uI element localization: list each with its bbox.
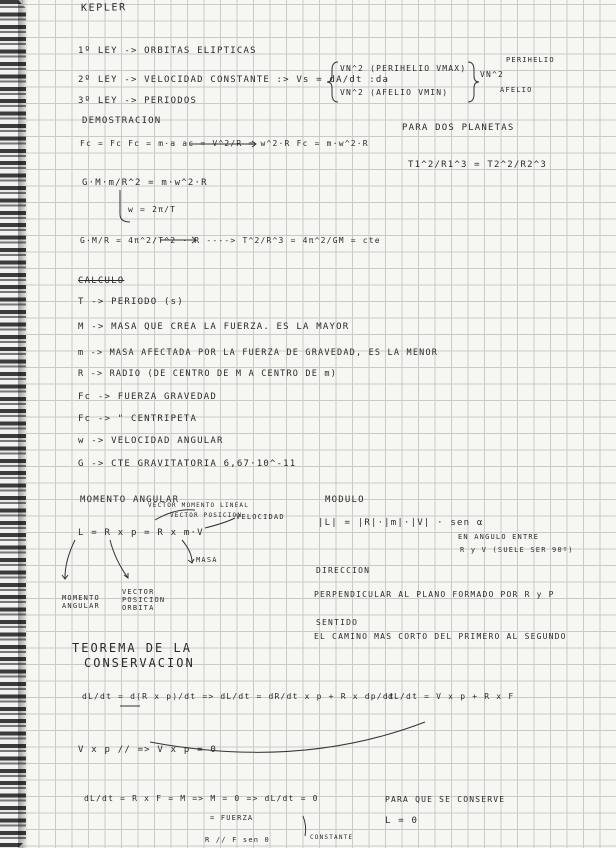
def-radio: R -> RADIO (DE CENTRO DE M A CENTRO DE m) (78, 369, 338, 379)
momento-eq: L = R x p = R x m·V (78, 528, 204, 538)
para-dos-eq: T1^2/R1^3 = T2^2/R2^3 (408, 160, 547, 170)
def-cte-gravitatoria: G -> CTE GRAVITATORIA 6,67·10^-11 (78, 459, 297, 469)
def-fuerza-centripeta: Fc -> " CENTRIPETA (78, 414, 198, 424)
demo-title: DEMOSTRACION (82, 116, 162, 126)
law-1: 1º LEY -> ORBITAS ELIPTICAS (78, 46, 257, 56)
teorema-eq3: dL/dt = R x F = M => M = 0 => dL/dt = 0 (84, 794, 319, 803)
def-periodo: T -> PERIODO (s) (78, 297, 184, 307)
teorema-eq2: V x p // => V x p = 0 (78, 745, 217, 755)
sentido-title: SENTIDO (316, 618, 359, 627)
bottom-fuerza: = FUERZA (210, 814, 254, 822)
teorema-result: L = 0 (385, 816, 419, 826)
def-masa-menor: m -> MASA AFECTADA POR LA FUERZA DE GRAVEDAD, ES LA MENOR (78, 348, 439, 358)
momento-title: MOMENTO ANGULAR (80, 495, 180, 505)
law2-side-perihelio: PERIHELIO (506, 56, 555, 64)
def-fuerza-gravedad: Fc -> FUERZA GRAVEDAD (78, 392, 217, 402)
law2-brace-top: VN^2 (PERIHELIO VMAX) (340, 64, 467, 73)
title-kepler: KEPLER (80, 2, 127, 14)
direccion-title: DIRECCION (316, 566, 371, 575)
law-3: 3º LEY -> PERIODOS (78, 96, 198, 106)
direccion-text: PERPENDICULAR AL PLANO FORMADO POR R y P (314, 590, 555, 599)
sentido-text: EL CAMINO MAS CORTO DEL PRIMERO AL SEGUNDO (314, 632, 567, 641)
modulo-eq: |L| = |R|·|m|·|V| · sen α (318, 518, 484, 528)
demo-sub: w = 2π/T (128, 205, 177, 214)
demo-eq1: Fc = Fc Fc = m·a ac = V^2/R = w^2·R Fc = m·w^2·R (80, 139, 369, 148)
para-dos-title: PARA DOS PLANETAS (402, 123, 515, 133)
demo-eq3: G·M/R = 4π^2/T^2 · R ----> T^2/R^3 = 4π^2/GM = cte (80, 236, 381, 245)
law2-brace-bottom: VN^2 (AFELIO VMIN) (340, 88, 449, 97)
demo-eq2: G·M·m/R^2 = m·w^2·R (82, 178, 208, 188)
law2-side-vn: VN^2 (480, 70, 505, 79)
momento-label-velocidad: VELOCIDAD (236, 513, 285, 521)
teorema-title-1: TEOREMA DE LA (72, 641, 192, 655)
momento-label-posicion: VECTOR POSICION (170, 512, 243, 519)
momento-label-lineal: VECTOR MOMENTO LINEAL (148, 502, 250, 509)
teorema-note: PARA QUE SE CONSERVE (385, 795, 506, 804)
def-velocidad-angular: w -> VELOCIDAD ANGULAR (78, 436, 224, 446)
teorema-title-2: CONSERVACION (84, 656, 195, 670)
momento-bottom-posicion: VECTOR POSICION ORBITA (122, 588, 166, 612)
momento-bottom-angular: MOMENTO ANGULAR (62, 594, 100, 610)
law-2: 2º LEY -> VELOCIDAD CONSTANTE :> Vs = dA/dt :da (78, 75, 390, 85)
calculo-title: CALCULO (78, 276, 125, 286)
bottom-paralelo: R // F sen 0 (205, 836, 270, 844)
teorema-eq1b: dL/dt = V x p + R x F (388, 692, 515, 701)
def-masa-mayor: M -> MASA QUE CREA LA FUERZA. ES LA MAYOR (78, 322, 350, 332)
momento-label-masa: MASA (196, 556, 218, 564)
modulo-title: MODULO (325, 495, 365, 505)
law2-side-afelio: AFELIO (500, 86, 533, 94)
modulo-note-1: EN ANGULO ENTRE (458, 533, 540, 541)
bottom-constante: CONSTANTE (310, 834, 354, 841)
modulo-note-2: R y V (SUELE SER 90º) (460, 546, 574, 554)
teorema-eq1: dL/dt = d(R x p)/dt => dL/dt = dR/dt x p + R x dp/dt (82, 692, 395, 701)
